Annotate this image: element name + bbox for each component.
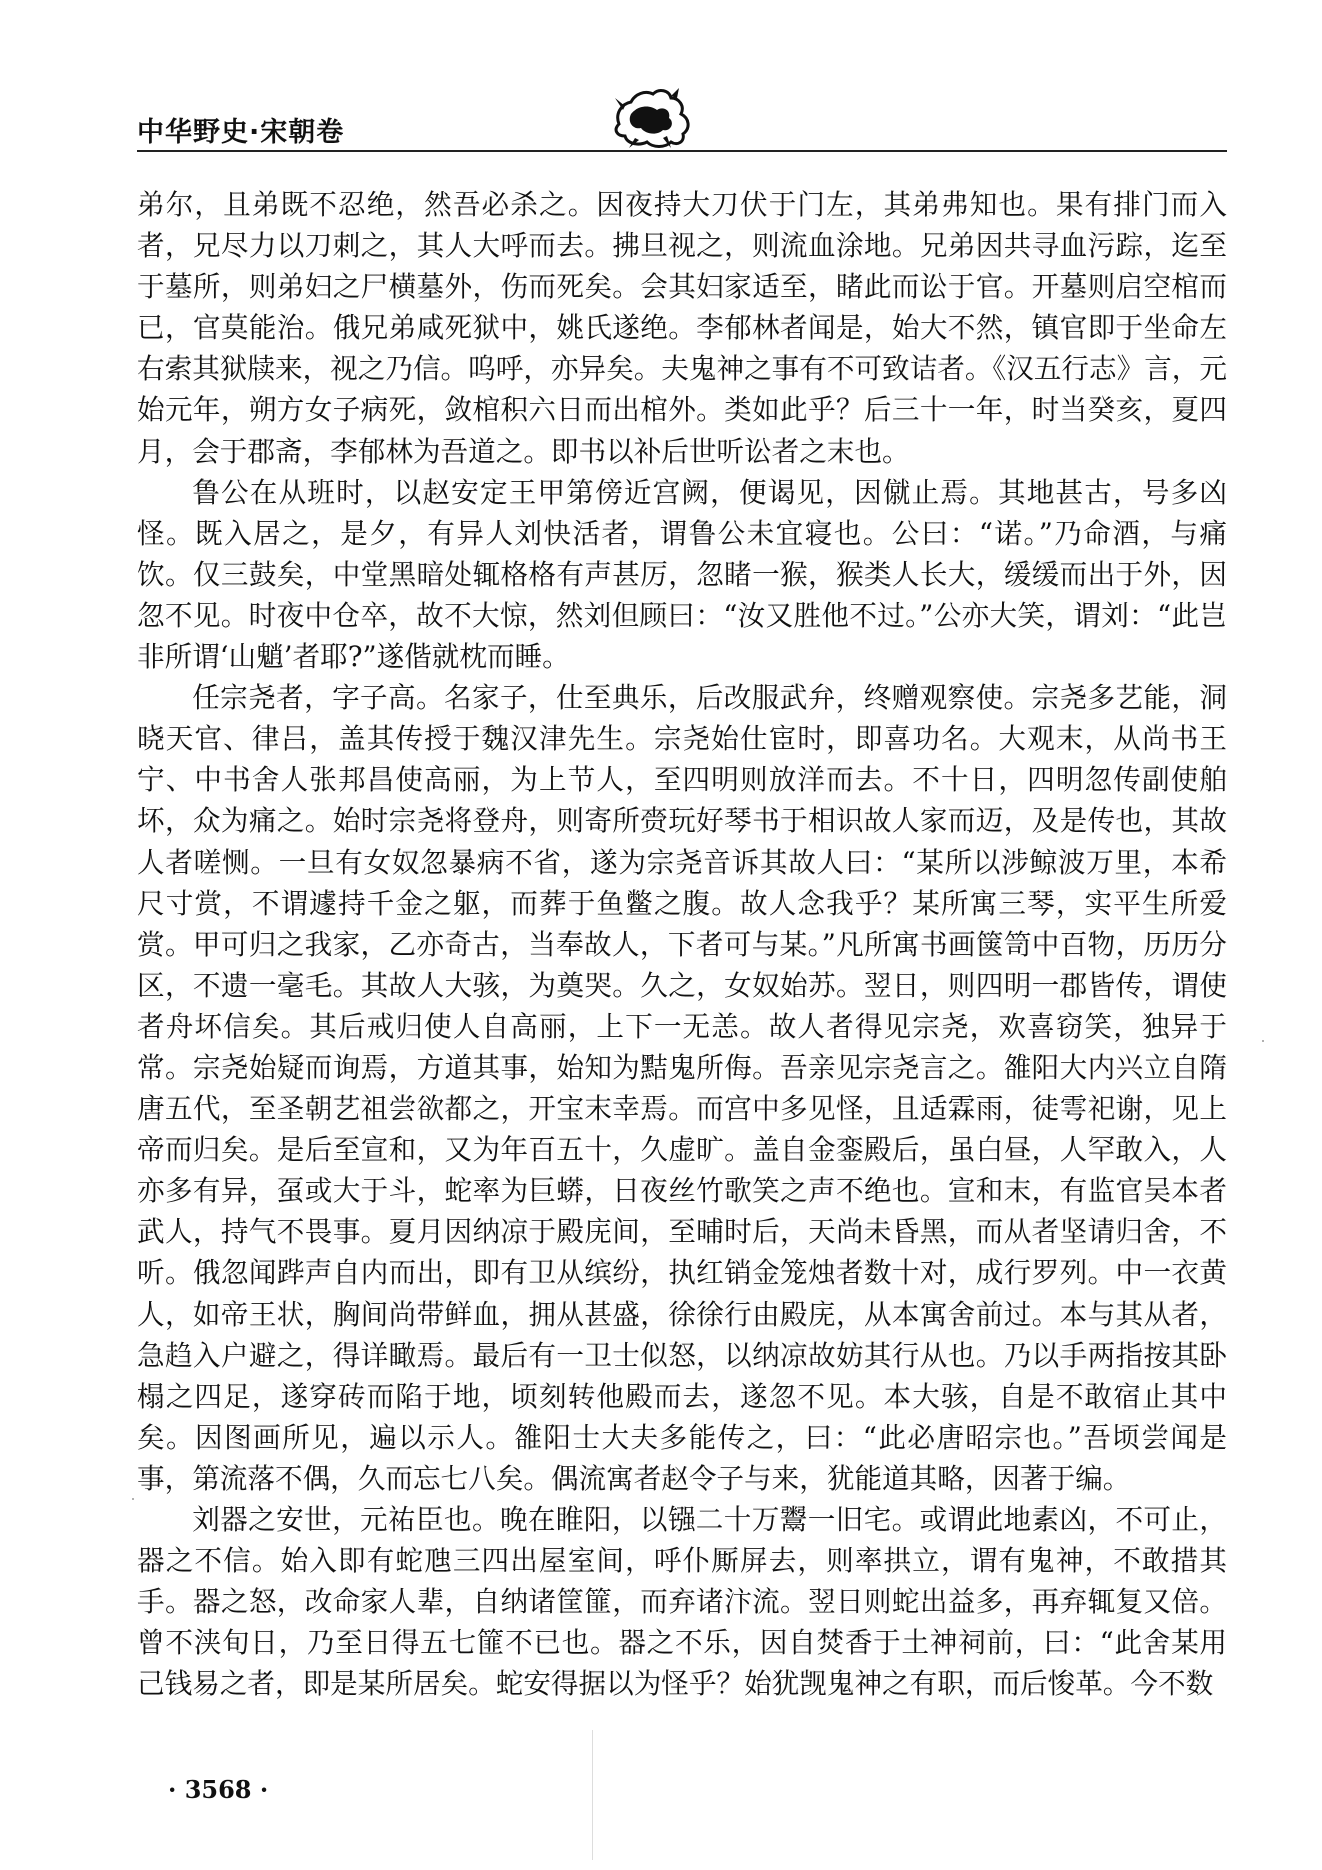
paragraph-3: 任宗尧者，字子高。名家子，仕至典乐，后改服武弁，终赠观察使。宗尧多艺能，洞晓天官、律吕，盖其传授于魏汉津先生。宗尧始仕宦时，即喜功名。大观末，从尚书王宁、中书舍人张邦昌使高丽，为上节人，至四明则放洋而去。不十日，四明忽传副使舶坏，众为痛之。始时宗尧将登舟，则寄所赍玩好琴书于相识故人家而迈，及是传也，其故人者嗟恻。一旦有女奴忽暴病不省，遂为宗尧音诉其故人曰：“某所以涉鲸波万里，本希尺寸赏，不谓遽持千金之躯，而葬于鱼鳖之腹。故人念我乎？某所寓三琴，实平生所爱赏。甲可归之我家，乙亦奇古，当奉故人，下者可与某。”凡所寓书画箧笥中百物，历历分区，不遗一毫毛。其故人大骇，为奠哭。久之，女奴始苏。翌日，则四明一郡皆传，谓使者舟坏信矣。其后戒归使人自高丽，上下一无恙。故人者得见宗尧，欢喜窃笑，独异于常。宗尧始疑而询焉，方道其事，始知为黠鬼所侮。吾亲见宗尧言之。雒阳大内兴立自隋唐五代，至圣朝艺祖尝欲都之，开宝末幸焉。而宫中多见怪，且适霖雨，徒雩祀谢，见上帝而归矣。是后至宣和，又为年百五十，久虚旷。盖自金銮殿后，虽白昼，人罕敢入，人亦多有异，虿或大于斗，蛇率为巨蟒，日夜丝竹歌笑之声不绝也。宣和末，有监官吴本者武人，持气不畏事。夏月因纳凉于殿庑间，至晡时后，天尚未昏黑，而从者坚请归舍，不听。俄忽闻跸声自内而出，即有卫从缤纷，执红销金笼烛者数十对，成行罗列。中一衣黄人，如帝王状，胸间尚带鲜血，拥从甚盛，徐徐行由殿庑，从本寓舍前过。本与其从者，急趋入户避之，得详瞰焉。最后有一卫士似怒，以纳凉故妨其行从也。乃以手两指按其卧榻之四足，遂穿砖而陷于地，顷刻转他殿而去，遂忽不见。本大骇，自是不敢宿止其中矣。因图画所见，遍以示人。雒阳士大夫多能传之，曰：“此必唐昭宗也。”吾顷尝闻是事，第流落不偶，久而忘七八矣。偶流寓者赵令子与来，犹能道其略，因著于编。 — [137, 681, 1227, 1495]
header-title: 中华野史·宋朝卷 — [137, 117, 345, 148]
header-rule — [137, 150, 1227, 152]
body-text — [137, 184, 1227, 1704]
paragraph-1: 弟尔，且弟既不忍绝，然吾必杀之。因夜持大刀伏于门左，其弟弗知也。果有排门而入者，兄尽力以刀刺之，其人大呼而去。拂旦视之，则流血涂地。兄弟因共寻血污踪，迄至于墓所，则弟妇之尸横墓外，伤而死矣。会其妇家适至，睹此而讼于官。开墓则启空棺而已，官莫能治。俄兄弟咸死狱中，姚氏遂绝。李郁林者闻是，始大不然，镇官即于坐命左右索其狱牍来，视之乃信。呜呼，亦异矣。夫鬼神之事有不可致诘者。《汉五行志》言，元始元年，朔方女子病死，敛棺积六日而出棺外。类如此乎？后三十一年，时当癸亥，夏四月，会于郡斋，李郁林为吾道之。即书以补后世听讼者之末也。 — [137, 188, 1227, 468]
dragon-emblem-icon — [605, 84, 697, 150]
binding-mark — [592, 1730, 593, 1860]
running-header — [137, 104, 1227, 164]
scan-speck — [132, 1498, 134, 1500]
page-number: · 3568 · — [168, 1775, 269, 1804]
paragraph-2: 鲁公在从班时，以赵安定王甲第傍近宫阙，便谒见，因僦止焉。其地甚古，号多凶怪。既入居之，是夕，有异人刘快活者，谓鲁公未宜寝也。公曰：“诺。”乃命酒，与痛饮。仅三鼓矣，中堂黑暗处辄格格有声甚厉，忽睹一猴，猴类人长大，缓缓而出于外，因忽不见。时夜中仓卒，故不大惊，然刘但顾曰：“汝又胜他不过。”公亦大笑，谓刘：“此岂非所谓‘山魈’者耶?”遂偕就枕而睡。 — [137, 475, 1227, 674]
scan-speck — [1262, 1040, 1264, 1042]
paragraph-4: 刘器之安世，元祐臣也。晚在睢阳，以镪二十万鬻一旧宅。或谓此地素凶，不可止，器之不信。始入即有蛇虺三四出屋室间，呼仆厮屏去，则率拱立，谓有鬼神，不敢措其手。器之怒，改命家人辈，自纳诸筐篚，而弃诸汴流。翌日则蛇出益多，再弃辄复又倍。曾不浃旬日，乃至日得五七篚不已也。器之不乐，因自焚香于土神祠前，曰：“此舍某用己钱易之者，即是某所居矣。蛇安得据以为怪乎？始犹觊鬼神之有职，而后悛革。今不数 — [137, 1503, 1227, 1701]
